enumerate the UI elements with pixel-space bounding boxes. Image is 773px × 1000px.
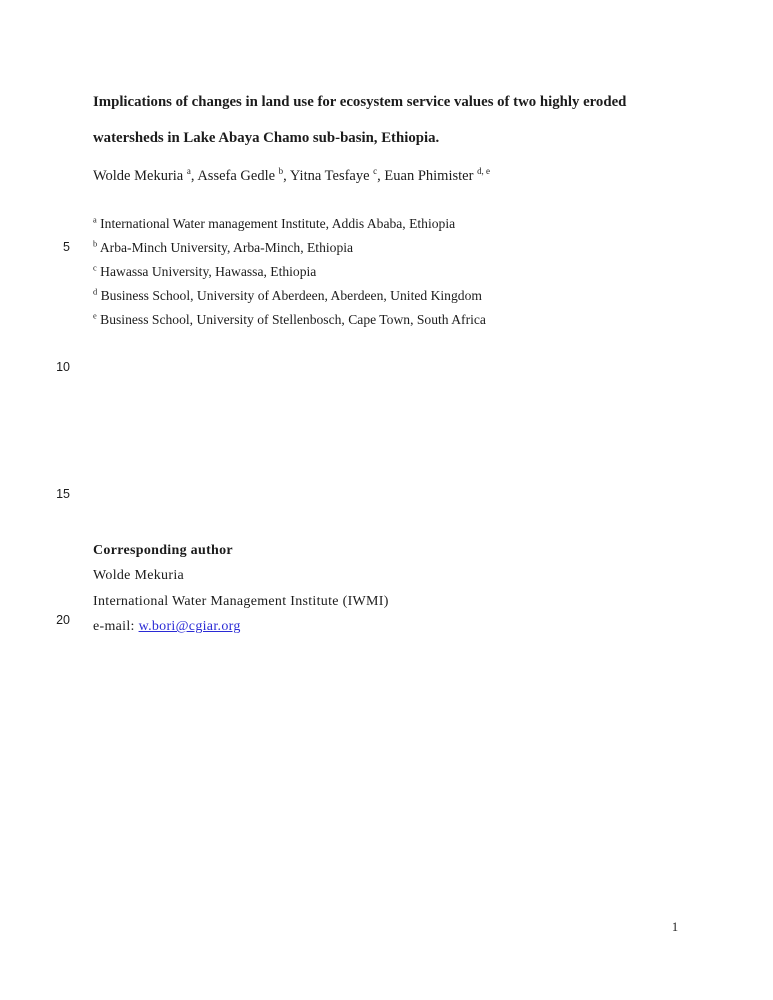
author: Euan Phimister $^{d, e}$ bbox=[384, 166, 491, 184]
affiliation-list bbox=[93, 214, 713, 334]
email-label: e-mail: bbox=[93, 619, 139, 635]
margin-line-number: 20 bbox=[56, 613, 70, 627]
corresponding-author-institute: International Water Management Institute (IWMI) bbox=[93, 593, 389, 609]
email-line bbox=[93, 616, 593, 641]
affiliation: $^d$ Business School, University of Aberdeen, Aberdeen, United Kingdom bbox=[93, 286, 482, 303]
author: Yitna Tesfaye $^c$ bbox=[289, 166, 378, 184]
author-line: Wolde Mekuria $^a$, Assefa Gedle $^b$, Yitna Tesfaye $^c$, Euan Phimister $^{d, e}$ bbox=[93, 166, 491, 184]
affiliation: $^b$ Arba-Minch University, Arba-Minch, Ethiopia bbox=[93, 238, 354, 255]
margin-line-number: 15 bbox=[56, 487, 70, 501]
margin-line-number: 5 bbox=[63, 240, 70, 254]
author: Wolde Mekuria $^a$ bbox=[93, 166, 191, 184]
affiliation: $^e$ Business School, University of Stellenbosch, Cape Town, South Africa bbox=[93, 310, 486, 327]
margin-line-number: 10 bbox=[56, 360, 70, 374]
page-number: 1 bbox=[671, 920, 679, 934]
corresponding-author-name: Wolde Mekuria bbox=[93, 568, 185, 584]
paper-title-line1: Implications of changes in land use for ecosystem service values of two highly eroded bbox=[93, 94, 627, 110]
paper-title bbox=[93, 84, 693, 156]
corresponding-author-block bbox=[93, 540, 593, 642]
paper-title-line2: watersheds in Lake Abaya Chamo sub-basin, Ethiopia. bbox=[93, 130, 440, 146]
email-link[interactable]: w.bori@cgiar.org bbox=[138, 619, 241, 635]
affiliation: $^c$ Hawassa University, Hawassa, Ethiopia bbox=[93, 262, 317, 279]
author: Assefa Gedle $^b$ bbox=[197, 166, 284, 184]
affiliation: $^a$ International Water management Institute, Addis Ababa, Ethiopia bbox=[93, 214, 456, 231]
corresponding-author-heading: Corresponding author bbox=[93, 543, 233, 558]
